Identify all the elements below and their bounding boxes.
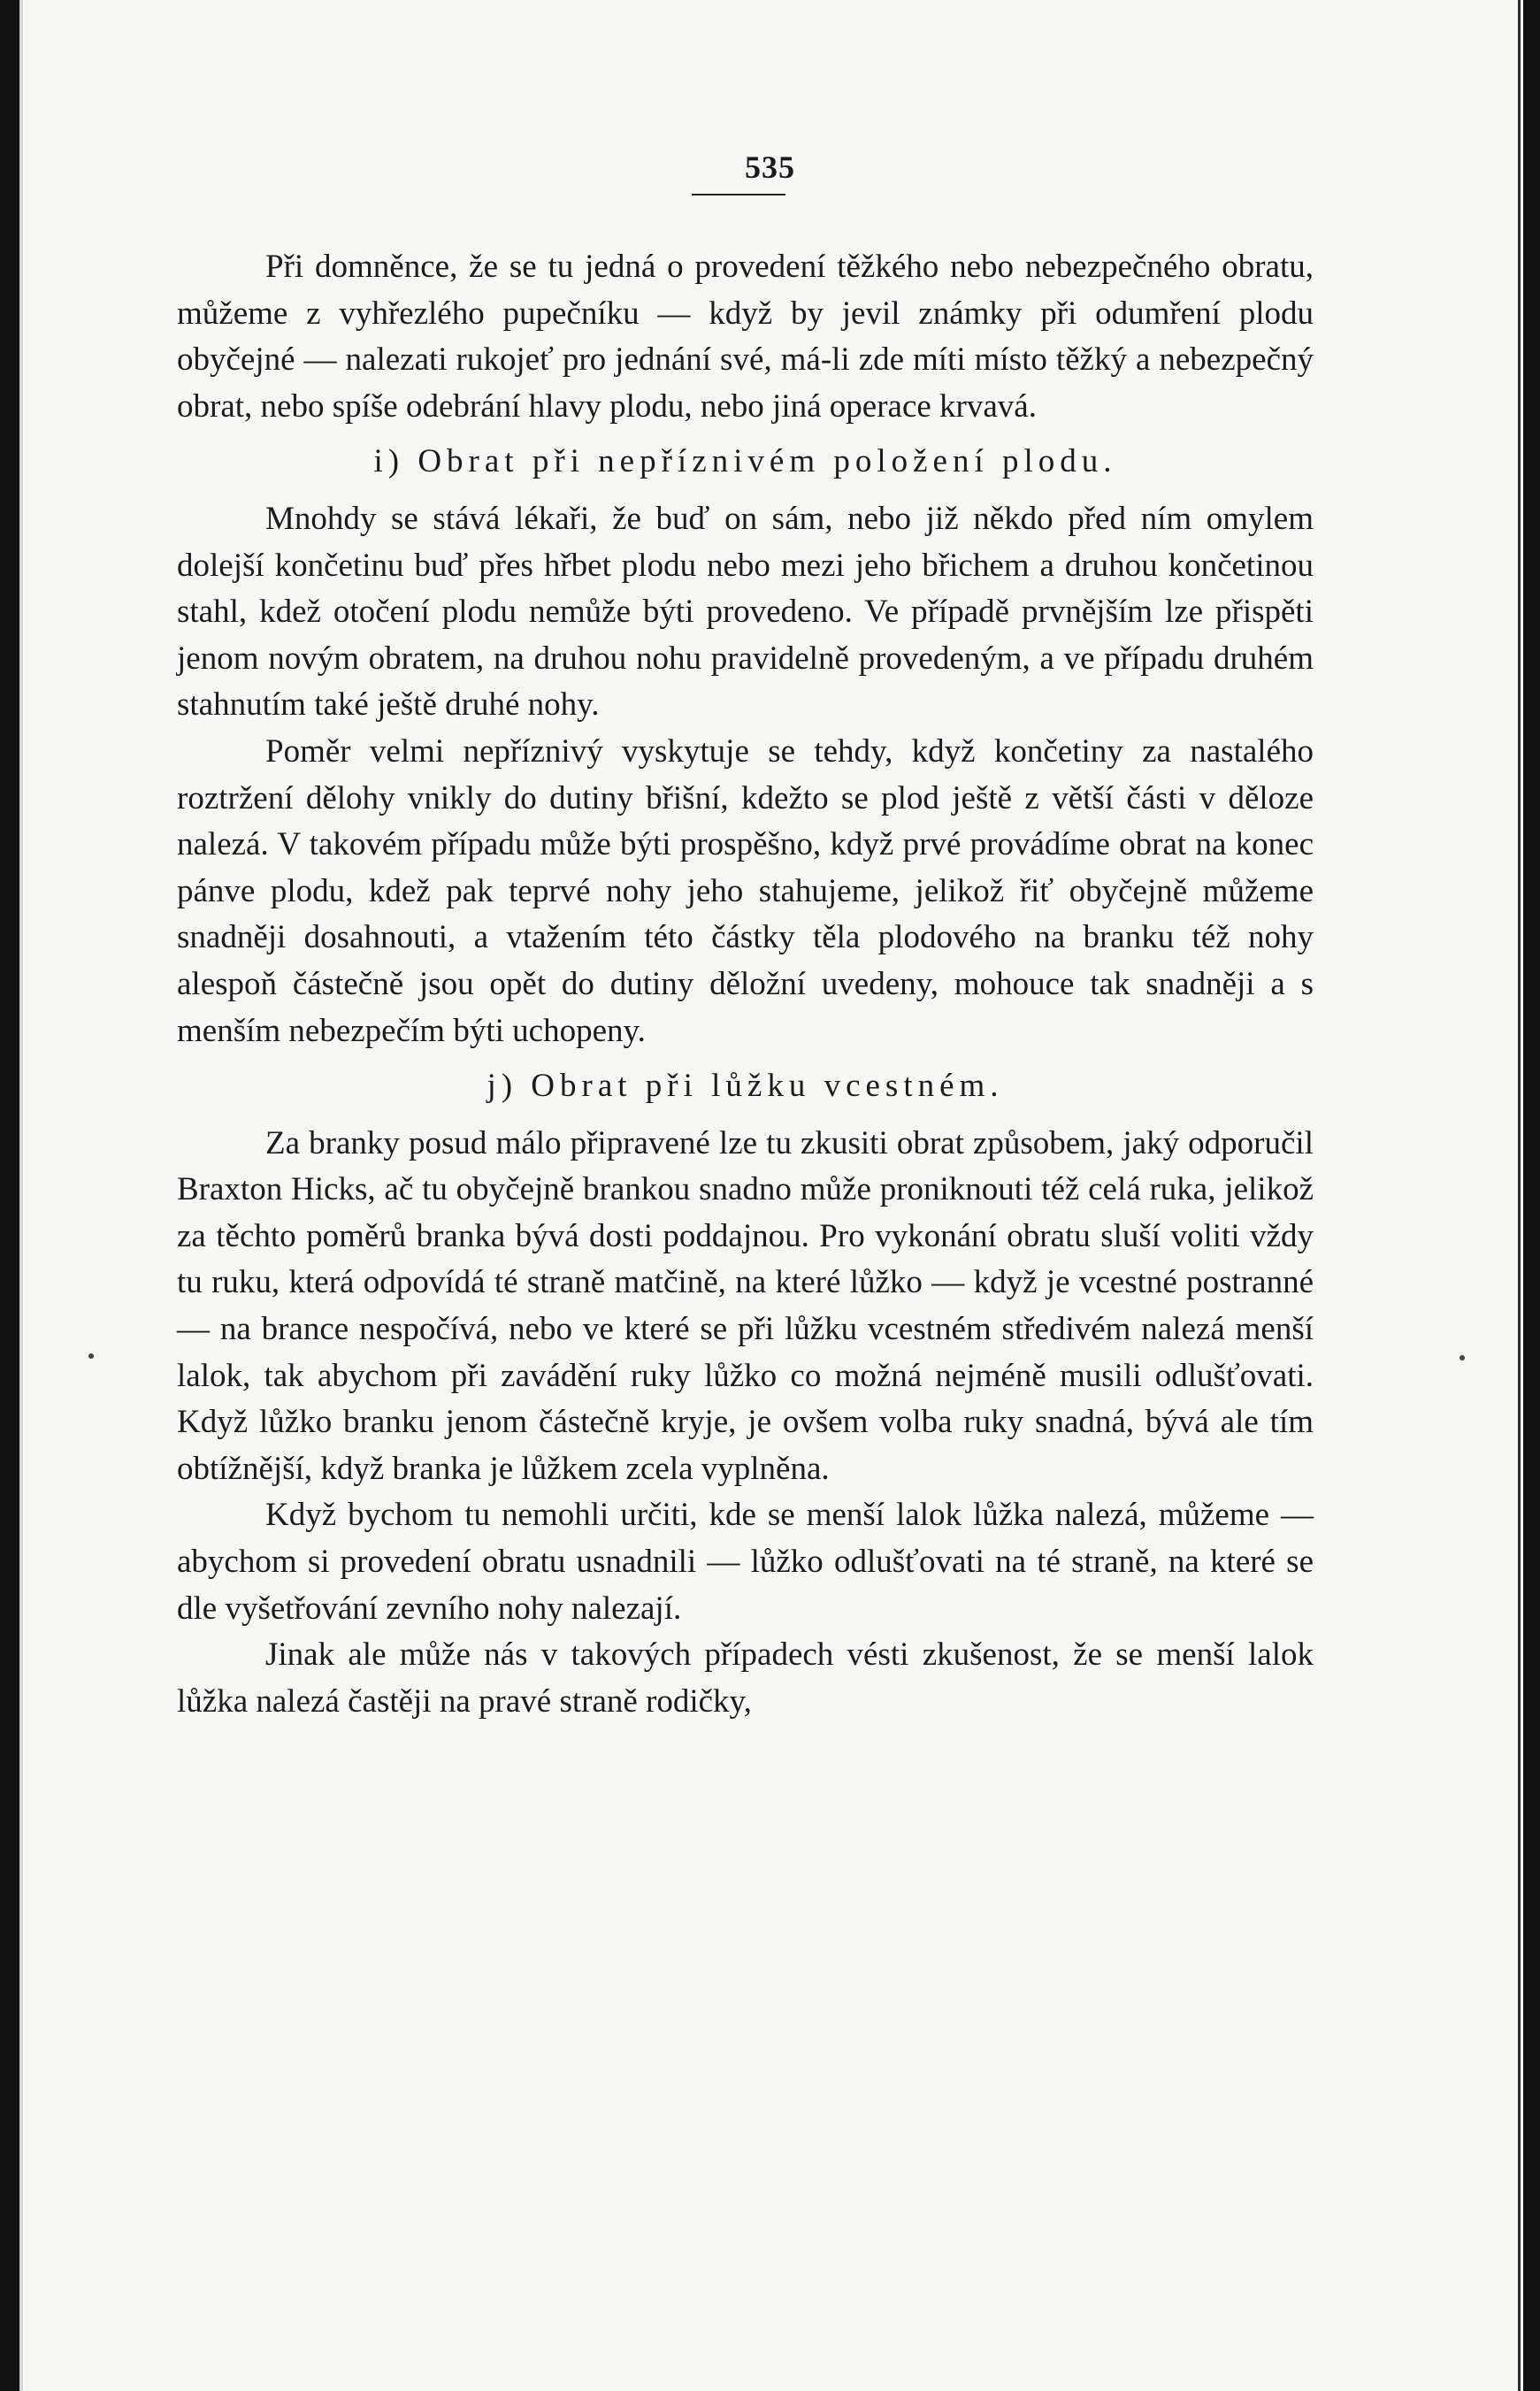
- page-number: 535: [745, 149, 795, 185]
- page-body: [177, 244, 1314, 1725]
- paragraph-3: Poměr velmi nepříznivý vyskytuje se tehdy, když končetiny za nastalého roztržení dělohy vnikly do dutiny břišní, kdežto se plod ještě z větší části v děloze nalezá. V takovém případu může býti prospěšno, když prvé provádíme obrat na konec pánve plodu, kdež pak teprvé nohy jeho stahujeme, jelikož řiť obyčejně můžeme snadněji dosahnouti, a vtažením této částky těla plodového na branku též nohy alespoň částečně jsou opět do dutiny děložní uvedeny, mohouce tak snadněji a s menším nebezpečím býti uchopeny.: [177, 732, 1314, 1049]
- section-heading-j: j) Obrat při lůžku vcestném.: [487, 1068, 1004, 1105]
- scan-speck: [1460, 1355, 1465, 1360]
- paragraph-2: Mnohdy se stává lékaři, že buď on sám, nebo již někdo před ním omylem dolejší končetinu buď přes hřbet plodu nebo mezi jeho břichem a druhou končetinou stahl, kdež otočení plodu nemůže býti provedeno. Ve případě prvnějším lze přispěti jenom novým obratem, na druhou nohu pravidelně provedeným, a ve případu druhém stahnutím také ještě druhé nohy.: [177, 500, 1314, 724]
- paragraph-6: Jinak ale může nás v takových případech vésti zkušenost, že se menší lalok lůžka nalezá častěji na pravé straně rodičky,: [177, 1636, 1314, 1720]
- section-heading-i: i) Obrat při nepříznivém položení plodu.: [373, 443, 1117, 480]
- scan-speck: [88, 1353, 94, 1359]
- scan-left-border: [0, 0, 19, 2391]
- scan-right-border: [1523, 0, 1540, 2391]
- page-number-rule: [692, 194, 785, 195]
- scan-left-edge: [19, 0, 23, 2391]
- paragraph-5: Když bychom tu nemohli určiti, kde se menší lalok lůžka nalezá, můžeme — abychom si provedení obratu usnadnili — lůžko odlušťovati na té straně, na které se dle vyšetřování zevního nohy nalezají.: [177, 1497, 1314, 1627]
- paragraph-1: Při domněnce, že se tu jedná o provedení těžkého nebo nebezpečného obratu, můžeme z vyhřezlého pupečníku — když by jevil známky při odumření plodu obyčejné — nalezati rukojeť pro jednání své, má-li zde míti místo těžký a nebezpečný obrat, nebo spíše odebrání hlavy plodu, nebo jiná operace krvavá.: [177, 249, 1314, 425]
- paragraph-4: Za branky posud málo připravené lze tu zkusiti obrat způsobem, jaký odporučil Braxton Hicks, ač tu obyčejně brankou snadno může proniknouti též celá ruka, jelikož za těchto poměrů branka bývá dosti poddajnou. Pro vykonání obratu sluší voliti vždy tu ruku, která odpovídá té straně matčině, na které lůžko — když je vcestné postranné — na brance nespočívá, nebo ve které se při lůžku vcestném středivém nalezá menší lalok, tak abychom při zavádění ruky lůžko co možná nejméně musili odlušťovati. Když lůžko branku jenom částečně kryje, je ovšem volba ruky snadná, bývá ale tím obtížnější, když branka je lůžkem zcela vyplněna.: [177, 1124, 1314, 1487]
- scan-right-edge: [1518, 0, 1521, 2391]
